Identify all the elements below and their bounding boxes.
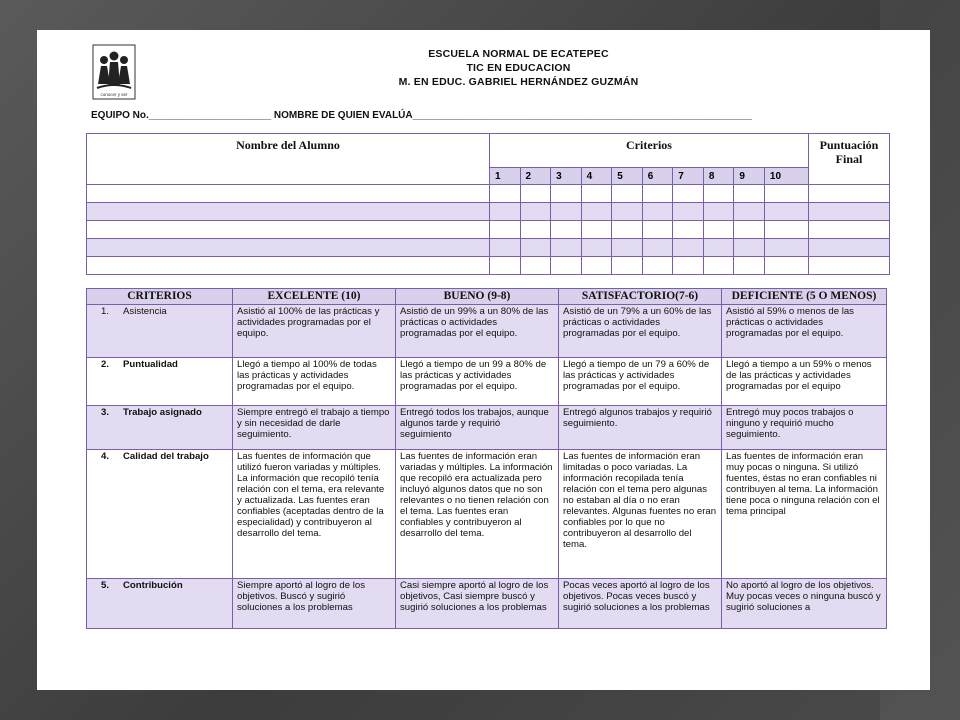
final-score-cell [809,185,890,203]
criterion-number: 8 [703,168,734,185]
rubric-header-satisfactory: SATISFACTORIO(7-6) [559,289,722,305]
criterion-num: 2. [101,359,110,370]
course-name: TIC EN EDUCACION [466,62,571,74]
criterion-number: 4 [581,168,612,185]
rubric-cell: Llegó a tiempo al 100% de todas las prácticas y actividades programadas por el equipo. [233,358,396,406]
student-name-cell [87,239,490,257]
criterion-cell [87,358,233,406]
criterion-number: 10 [764,168,808,185]
rubric-cell: Llegó a tiempo de un 99 a 80% de las prácticas y actividades programadas por el equipo. [396,358,559,406]
final-score-cell [809,221,890,239]
rubric-row-punctuality [87,358,887,406]
document-page [37,30,930,690]
rubric-cell: Asistió de un 99% a un 80% de las prácticas o actividades programadas por el equipo. [396,305,559,358]
rubric-cell: Casi siempre aportó al logro de los objetivos, Casi siempre buscó y sugirió soluciones a los problemas [396,579,559,629]
criterion-number: 7 [673,168,704,185]
rubric-cell: Pocas veces aportó al logro de los objetivos. Pocas veces buscó y sugirió soluciones a los problemas [559,579,722,629]
rubric-cell: Las fuentes de información que utilizó fueron variadas y múltiples. La información que recopiló tenía relación con el tema, era relevante y actualizada. Las fuentes eran confiables (aceptadas dentro de la especialidad) y contribuyeron al desarrollo del tema. [233,450,396,579]
criterion-number: 3 [551,168,582,185]
rubric-cell: Las fuentes de información eran muy pocas o ninguna. Si utilizó fuentes, éstas no eran confiables ni contribuyen al tema. La información tiene poca o ninguna relación con el tema principal [722,450,887,579]
rubric-cell: Llegó a tiempo de un 79 a 60% de las prácticas y actividades programadas por el equipo. [559,358,722,406]
rubric-header-deficient: DEFICIENTE (5 O MENOS) [722,289,887,305]
rubric-cell: Siempre aportó al logro de los objetivos. Buscó y sugirió soluciones a los problemas [233,579,396,629]
rubric-cell: No aportó al logro de los objetivos. Muy pocas veces o ninguna buscó y sugirió soluciones a [722,579,887,629]
rubric-header-row [87,289,887,305]
student-row [87,257,890,275]
student-name-cell [87,185,490,203]
criterion-num: 1. [101,306,110,317]
rubric-table [86,288,887,629]
teacher-name: M. EN EDUC. GABRIEL HERNÁNDEZ GUZMÁN [398,76,639,88]
rubric-cell: Las fuentes de información eran limitadas o poco variadas. La información recopilada tenía relación con el tema pero algunas no estaban al día o no eran relevantes. Algunas fuentes no eran confiables por lo que no contribuyeron al desarrollo del tema. [559,450,722,579]
school-name: ESCUELA NORMAL DE ECATEPEC [428,48,609,60]
final-score-cell [809,257,890,275]
criterion-num: 3. [101,407,110,418]
student-row [87,203,890,221]
final-score-cell [809,239,890,257]
final-score-header-line1: Puntuación [819,138,879,152]
rubric-row-assigned-work [87,406,887,450]
criterion-name: Calidad del trabajo [123,451,209,462]
criterion-cell [87,406,233,450]
criterion-cell [87,450,233,579]
rubric-cell: Siempre entregó el trabajo a tiempo y sin necesidad de darle seguimiento. [233,406,396,450]
rubric-cell: Las fuentes de información eran variadas y múltiples. La información que recopiló era actualizada pero incluyó algunos datos que no son relevantes o no tienen relación con el tema. Las fuentes eran confiables y contribuyeron al desarrollo del tema. [396,450,559,579]
logo-caption: conocer y ser [100,92,128,97]
student-name-cell [87,257,490,275]
criterion-number: 6 [642,168,673,185]
criterion-number: 9 [734,168,765,185]
final-score-header [809,134,890,185]
criterion-cell [87,579,233,629]
students-table [86,133,890,275]
student-row [87,239,890,257]
student-name-cell [87,221,490,239]
rubric-header-good: BUENO (9-8) [396,289,559,305]
rubric-header-criteria: CRITERIOS [87,289,233,305]
document-header [37,47,930,89]
criterion-number: 5 [612,168,643,185]
criterion-num: 5. [101,580,110,591]
team-evaluator-line: EQUIPO No.______________________ NOMBRE DE QUIEN EVALÚA_____________________________________________________________ [91,110,752,121]
criterion-name: Asistencia [123,306,167,317]
criterion-number: 2 [520,168,551,185]
student-row [87,185,890,203]
student-name-cell [87,203,490,221]
rubric-cell: Llegó a tiempo a un 59% o menos de las prácticas y actividades programadas por el equipo [722,358,887,406]
rubric-cell: Asistió al 59% o menos de las prácticas o actividades programadas por el equipo. [722,305,887,358]
criterion-num: 4. [101,451,110,462]
criterion-name: Puntualidad [123,359,178,370]
rubric-cell: Asistió de un 79% a un 60% de las prácticas o actividades programadas por el equipo. [559,305,722,358]
name-header: Nombre del Alumno [87,134,490,185]
criterion-number: 1 [490,168,521,185]
student-row [87,221,890,239]
criterion-name: Contribución [123,580,183,591]
criterion-name: Trabajo asignado [123,407,202,418]
rubric-header-excellent: EXCELENTE (10) [233,289,396,305]
rubric-cell: Entregó todos los trabajos, aunque algunos tarde y requirió seguimiento [396,406,559,450]
final-score-header-line2: Final [835,152,863,166]
rubric-cell: Entregó muy pocos trabajos o ninguno y requirió mucho seguimiento. [722,406,887,450]
rubric-row-work-quality [87,450,887,579]
criteria-header: Criterios [490,134,809,168]
criterion-cell [87,305,233,358]
rubric-row-attendance [87,305,887,358]
rubric-cell: Asistió al 100% de las prácticas y actividades programadas por el equipo. [233,305,396,358]
rubric-cell: Entregó algunos trabajos y requirió seguimiento. [559,406,722,450]
rubric-row-contribution [87,579,887,629]
final-score-cell [809,203,890,221]
